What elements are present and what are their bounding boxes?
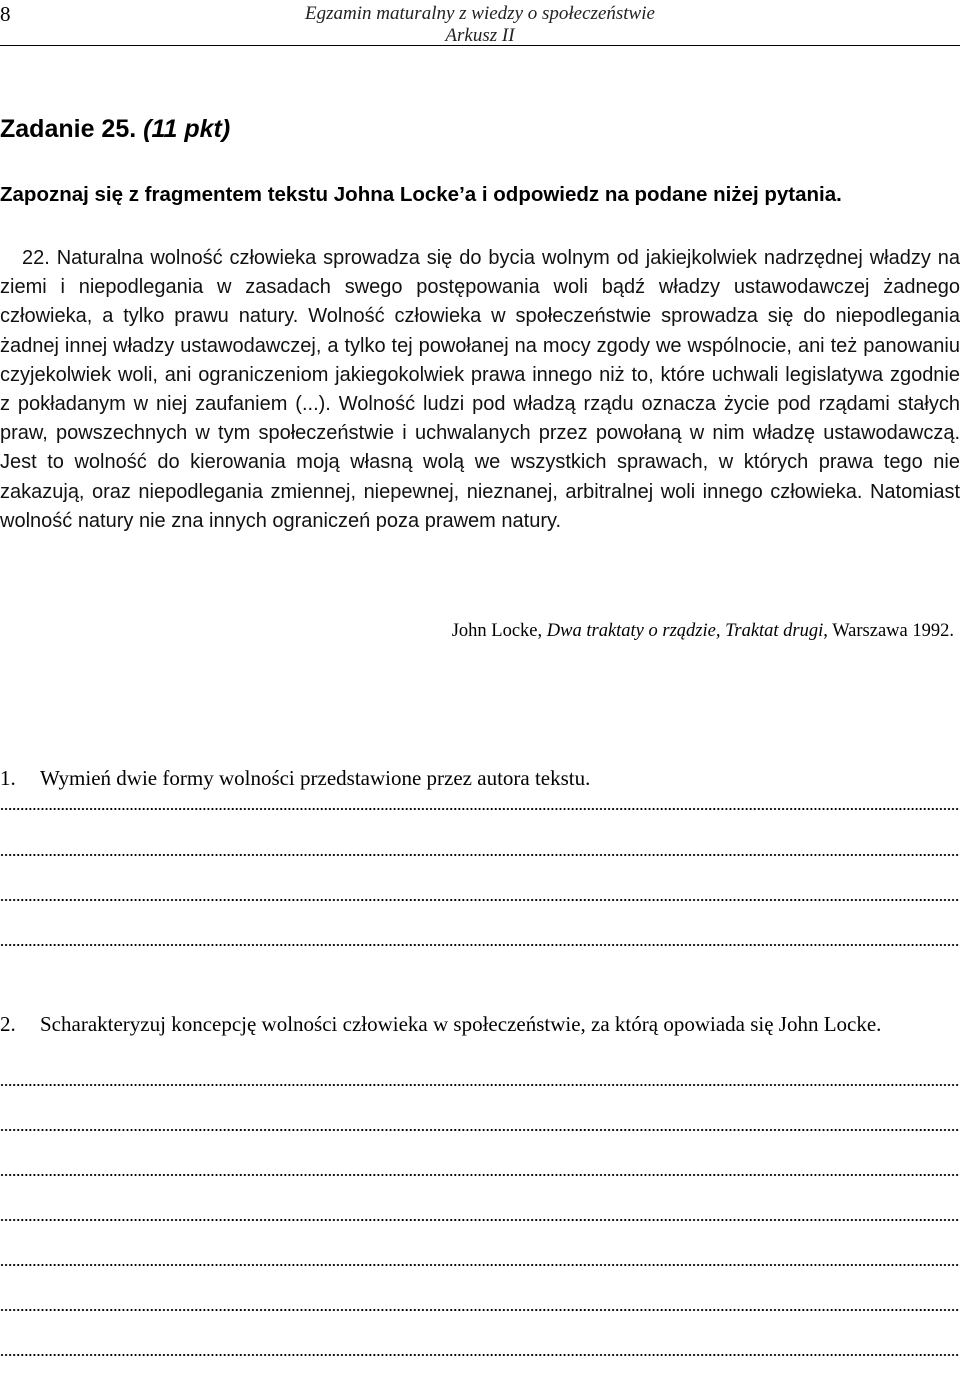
page-header <box>0 0 960 48</box>
question-1-text: Wymień dwie formy wolności przedstawione przez autora tekstu. <box>40 766 591 790</box>
answer-line-q1-4[interactable] <box>0 944 960 946</box>
task-number: Zadanie 25. <box>0 115 137 143</box>
source-citation <box>452 621 954 642</box>
exam-title: Egzamin maturalny z wiedzy o społeczeństwie <box>305 3 655 24</box>
citation-author: John Locke, <box>451 621 547 641</box>
answer-line-q2-7[interactable] <box>0 1354 960 1356</box>
question-1-number: 1. <box>0 766 16 790</box>
answer-line-q2-1[interactable] <box>0 1084 960 1086</box>
answer-line-q2-6[interactable] <box>0 1309 960 1311</box>
answer-line-q2-4[interactable] <box>0 1219 960 1221</box>
task-heading <box>0 115 230 144</box>
citation-publication: , Warszawa 1992. <box>823 621 954 641</box>
answer-line-q2-3[interactable] <box>0 1174 960 1176</box>
page-number: 8 <box>0 2 11 26</box>
source-excerpt: 22. Naturalna wolność człowieka sprowadza się do bycia wolnym od jakiejkolwiek nadrzędnej władzy na ziemi i niepodlegania w zasadach swego postępowania woli bądź władzy ustawodawczej żadnego człowieka, a tylko prawu natury. Wolność człowieka w społeczeństwie sprowadza się do niepodlegania żadnej innej władzy ustawodawczej, a tylko tej powołanej na mocy zgody we wspólnocie, ani też panowaniu czyjekolwiek woli, ani ograniczeniom jakiegokolwiek prawa innego niż to, które uchwali legislatywa zgodnie z pokładanym w niej zaufaniem (...). Wolność ludzi pod władzą rządu oznacza życie pod rządami stałych praw, powszechnych w tym społeczeństwie i uchwalanych przez powołaną w nim władzę ustawodawczą. Jest to wolność do kierowania moją własną wolą we wszystkich sprawach, w których prawa tego nie zakazują, oraz niepodlegania zmiennej, niepewnej, nieznanej, arbitralnej woli innego człowieka. Natomiast wolność natury nie zna innych ograniczeń poza prawem natury. <box>0 247 960 532</box>
citation-title: Dwa traktaty o rządzie, Traktat drugi <box>546 621 824 641</box>
answer-line-q1-3[interactable] <box>0 899 960 901</box>
question-2-number: 2. <box>0 1012 16 1036</box>
task-instruction: Zapoznaj się z fragmentem tekstu Johna Locke’a i odpowiedz na podane niżej pytania. <box>0 183 842 206</box>
answer-line-q2-5[interactable] <box>0 1264 960 1266</box>
task-points: (11 pkt) <box>143 115 231 143</box>
answer-line-q1-1[interactable] <box>0 808 960 810</box>
answer-line-q2-2[interactable] <box>0 1129 960 1131</box>
question-2-text: Scharakteryzuj koncepcję wolności człowieka w społeczeństwie, za którą opowiada się John Locke. <box>40 1012 882 1036</box>
answer-line-q1-2[interactable] <box>0 854 960 856</box>
exam-sheet: Arkusz II <box>445 25 515 46</box>
header-divider <box>0 45 960 46</box>
